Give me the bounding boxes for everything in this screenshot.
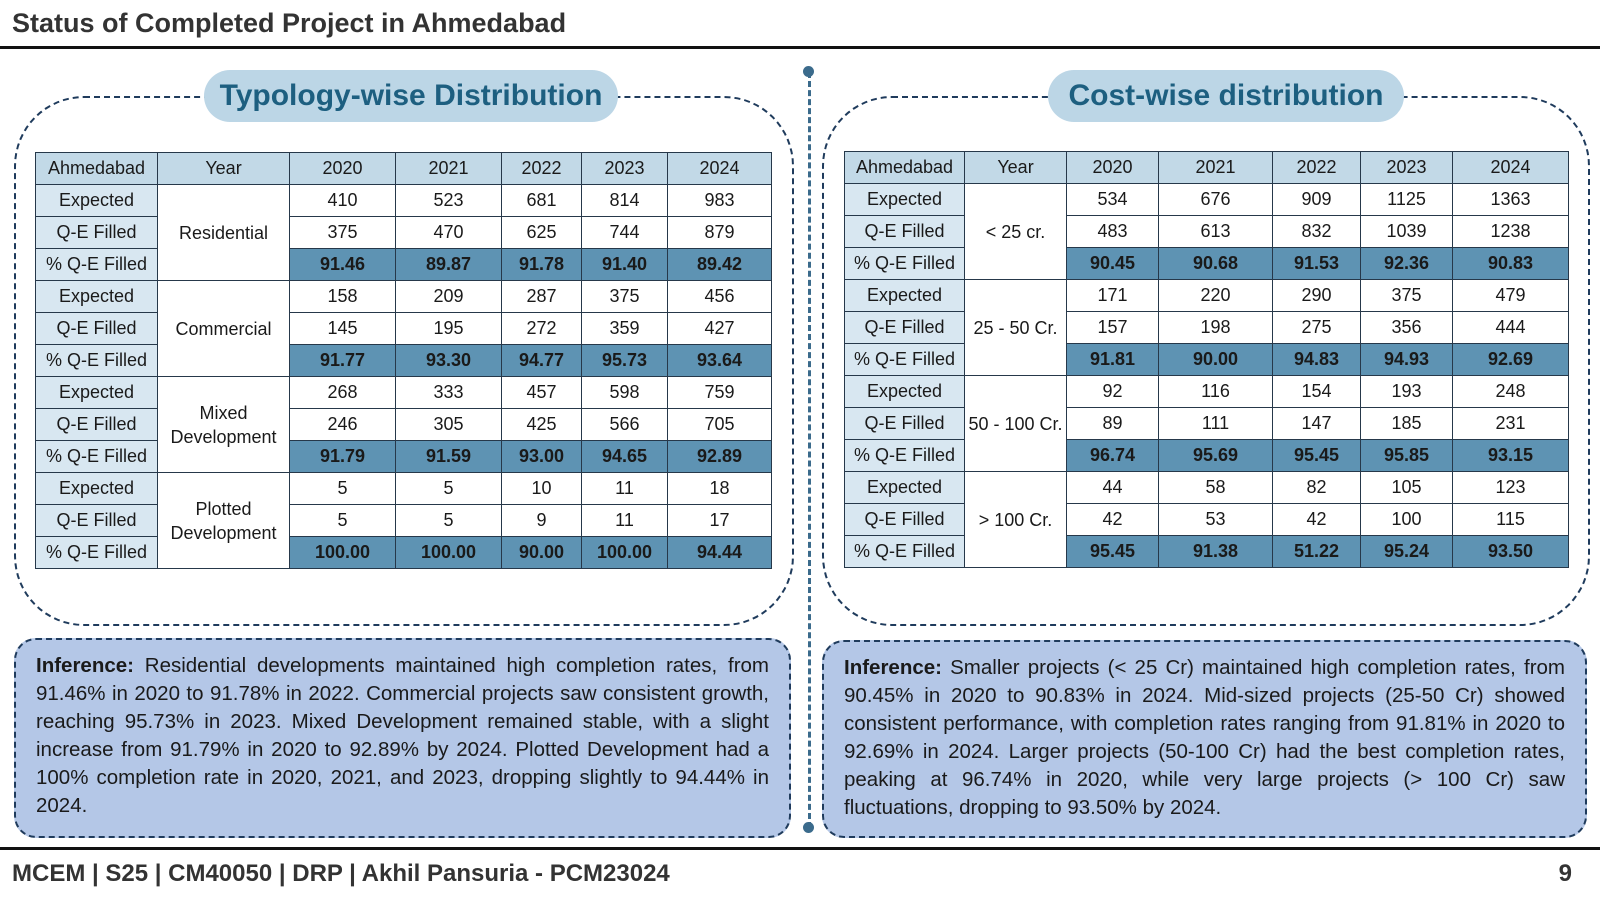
value-cell: 566: [582, 409, 668, 441]
row-label-cell: % Q-E Filled: [845, 536, 965, 568]
value-cell: 1039: [1361, 216, 1453, 248]
percent-cell: 92.89: [668, 441, 772, 473]
percent-cell: 93.50: [1453, 536, 1569, 568]
value-cell: 248: [1453, 376, 1569, 408]
header-year-2020: 2020: [1067, 152, 1159, 184]
value-cell: 220: [1159, 280, 1273, 312]
table-row: [845, 376, 1569, 408]
percent-cell: 94.93: [1361, 344, 1453, 376]
percent-cell: 95.45: [1067, 536, 1159, 568]
row-label-cell: Expected: [36, 473, 158, 505]
percent-cell: 93.64: [668, 345, 772, 377]
row-label-cell: Q-E Filled: [845, 216, 965, 248]
table-row: [845, 472, 1569, 504]
header-year-cell: Year: [965, 152, 1067, 184]
percent-cell: 91.38: [1159, 536, 1273, 568]
table-row: [36, 409, 772, 441]
value-cell: 157: [1067, 312, 1159, 344]
center-divider: [808, 72, 811, 828]
table-row: [845, 280, 1569, 312]
value-cell: 534: [1067, 184, 1159, 216]
value-cell: 116: [1159, 376, 1273, 408]
value-cell: 17: [668, 505, 772, 537]
percent-cell: 94.65: [582, 441, 668, 473]
header-row: [36, 153, 772, 185]
value-cell: 427: [668, 313, 772, 345]
row-label-cell: Expected: [36, 377, 158, 409]
value-cell: 154: [1273, 376, 1361, 408]
row-label-cell: Q-E Filled: [36, 313, 158, 345]
row-label-cell: Q-E Filled: [845, 504, 965, 536]
page-number: 9: [1558, 860, 1572, 887]
typology-heading: Typology-wise Distribution: [204, 70, 618, 122]
typology-inference-text: Residential developments maintained high completion rates, from 91.46% in 2020 to 91.78% in 2022. Commercial projects saw consistent growth, reaching 95.73% in 2023. Mixed Development remained stable, with a slight increase from 91.79% in 2020 to 92.89% by 2024. Plotted Development had a 100% completion rate in 2020, 2021, and 2023, dropping slightly to 94.44% in 2024.: [36, 654, 769, 817]
value-cell: 10: [502, 473, 582, 505]
value-cell: 832: [1273, 216, 1361, 248]
value-cell: 410: [290, 185, 396, 217]
value-cell: 195: [396, 313, 502, 345]
value-cell: 171: [1067, 280, 1159, 312]
value-cell: 268: [290, 377, 396, 409]
table-row: [36, 345, 772, 377]
row-label-cell: % Q-E Filled: [36, 441, 158, 473]
table-row: [845, 216, 1569, 248]
header-year-2024: 2024: [1453, 152, 1569, 184]
table-row: [845, 344, 1569, 376]
row-label-cell: Expected: [845, 472, 965, 504]
value-cell: 11: [582, 473, 668, 505]
percent-cell: 91.81: [1067, 344, 1159, 376]
table-row: [36, 249, 772, 281]
divider-dot-top: [803, 66, 814, 77]
value-cell: 246: [290, 409, 396, 441]
table-row: [36, 505, 772, 537]
value-cell: 115: [1453, 504, 1569, 536]
row-label-cell: % Q-E Filled: [36, 249, 158, 281]
row-label-cell: Q-E Filled: [845, 312, 965, 344]
value-cell: 198: [1159, 312, 1273, 344]
table-row: [36, 537, 772, 569]
typology-inference: [14, 638, 791, 838]
percent-cell: 93.00: [502, 441, 582, 473]
row-label-cell: Expected: [845, 184, 965, 216]
value-cell: 1238: [1453, 216, 1569, 248]
percent-cell: 92.36: [1361, 248, 1453, 280]
value-cell: 375: [1361, 280, 1453, 312]
header-city-cell: Ahmedabad: [36, 153, 158, 185]
percent-cell: 100.00: [290, 537, 396, 569]
typology-inference-label: Inference:: [36, 654, 134, 677]
value-cell: 814: [582, 185, 668, 217]
value-cell: 11: [582, 505, 668, 537]
value-cell: 375: [290, 217, 396, 249]
row-label-cell: % Q-E Filled: [36, 345, 158, 377]
percent-cell: 93.30: [396, 345, 502, 377]
header-row: [845, 152, 1569, 184]
value-cell: 1125: [1361, 184, 1453, 216]
value-cell: 275: [1273, 312, 1361, 344]
percent-cell: 92.69: [1453, 344, 1569, 376]
value-cell: 470: [396, 217, 502, 249]
value-cell: 598: [582, 377, 668, 409]
percent-cell: 95.24: [1361, 536, 1453, 568]
percent-cell: 91.46: [290, 249, 396, 281]
category-cell: Commercial: [158, 281, 290, 377]
value-cell: 744: [582, 217, 668, 249]
row-label-cell: Q-E Filled: [36, 217, 158, 249]
value-cell: 193: [1361, 376, 1453, 408]
percent-cell: 90.68: [1159, 248, 1273, 280]
value-cell: 111: [1159, 408, 1273, 440]
percent-cell: 94.44: [668, 537, 772, 569]
value-cell: 359: [582, 313, 668, 345]
value-cell: 705: [668, 409, 772, 441]
header-year-2024: 2024: [668, 153, 772, 185]
percent-cell: 90.83: [1453, 248, 1569, 280]
value-cell: 613: [1159, 216, 1273, 248]
row-label-cell: Expected: [36, 281, 158, 313]
value-cell: 523: [396, 185, 502, 217]
row-label-cell: % Q-E Filled: [36, 537, 158, 569]
value-cell: 5: [396, 473, 502, 505]
header-year-2022: 2022: [1273, 152, 1361, 184]
category-cell: Residential: [158, 185, 290, 281]
header-year-2021: 2021: [1159, 152, 1273, 184]
table-row: [845, 536, 1569, 568]
value-cell: 375: [582, 281, 668, 313]
row-label-cell: Expected: [36, 185, 158, 217]
percent-cell: 91.40: [582, 249, 668, 281]
value-cell: 147: [1273, 408, 1361, 440]
table-row: [845, 248, 1569, 280]
value-cell: 9: [502, 505, 582, 537]
header-year-2022: 2022: [502, 153, 582, 185]
value-cell: 444: [1453, 312, 1569, 344]
value-cell: 44: [1067, 472, 1159, 504]
row-label-cell: Q-E Filled: [845, 408, 965, 440]
value-cell: 356: [1361, 312, 1453, 344]
percent-cell: 95.73: [582, 345, 668, 377]
percent-cell: 91.78: [502, 249, 582, 281]
value-cell: 479: [1453, 280, 1569, 312]
value-cell: 82: [1273, 472, 1361, 504]
percent-cell: 100.00: [582, 537, 668, 569]
footer-rule: [0, 847, 1600, 850]
percent-cell: 90.00: [502, 537, 582, 569]
row-label-cell: % Q-E Filled: [845, 344, 965, 376]
value-cell: 305: [396, 409, 502, 441]
value-cell: 287: [502, 281, 582, 313]
value-cell: 209: [396, 281, 502, 313]
value-cell: 158: [290, 281, 396, 313]
percent-cell: 51.22: [1273, 536, 1361, 568]
table-row: [36, 441, 772, 473]
value-cell: 231: [1453, 408, 1569, 440]
value-cell: 42: [1273, 504, 1361, 536]
category-cell: < 25 cr.: [965, 184, 1067, 280]
header-year-2023: 2023: [1361, 152, 1453, 184]
category-cell: 50 - 100 Cr.: [965, 376, 1067, 472]
value-cell: 1363: [1453, 184, 1569, 216]
cost-table: [844, 151, 1569, 568]
value-cell: 272: [502, 313, 582, 345]
table-row: [845, 504, 1569, 536]
value-cell: 333: [396, 377, 502, 409]
table-row: [845, 440, 1569, 472]
value-cell: 58: [1159, 472, 1273, 504]
value-cell: 879: [668, 217, 772, 249]
percent-cell: 96.74: [1067, 440, 1159, 472]
row-label-cell: Q-E Filled: [36, 409, 158, 441]
percent-cell: 100.00: [396, 537, 502, 569]
percent-cell: 95.45: [1273, 440, 1361, 472]
value-cell: 676: [1159, 184, 1273, 216]
category-cell: Mixed Development: [158, 377, 290, 473]
table-row: [36, 217, 772, 249]
header-city-cell: Ahmedabad: [845, 152, 965, 184]
cost-inference-text: Smaller projects (< 25 Cr) maintained high completion rates, from 90.45% in 2020 to 90.83% in 2024. Mid-sized projects (25-50 Cr) showed consistent performance, with completion rates ranging from 91.81% in 2020 to 92.69% in 2024. Larger projects (50-100 Cr) had the best completion rates, peaking at 96.74% in 2020, while very large projects (> 100 Cr) saw fluctuations, dropping to 93.50% by 2024.: [844, 656, 1565, 819]
value-cell: 5: [290, 473, 396, 505]
value-cell: 5: [290, 505, 396, 537]
value-cell: 100: [1361, 504, 1453, 536]
category-cell: > 100 Cr.: [965, 472, 1067, 568]
percent-cell: 89.87: [396, 249, 502, 281]
cost-heading: Cost-wise distribution: [1048, 70, 1404, 122]
value-cell: 456: [668, 281, 772, 313]
table-row: [36, 281, 772, 313]
value-cell: 5: [396, 505, 502, 537]
value-cell: 42: [1067, 504, 1159, 536]
percent-cell: 90.45: [1067, 248, 1159, 280]
value-cell: 123: [1453, 472, 1569, 504]
percent-cell: 90.00: [1159, 344, 1273, 376]
value-cell: 909: [1273, 184, 1361, 216]
value-cell: 53: [1159, 504, 1273, 536]
value-cell: 89: [1067, 408, 1159, 440]
percent-cell: 89.42: [668, 249, 772, 281]
row-label-cell: Expected: [845, 376, 965, 408]
cost-inference-label: Inference:: [844, 656, 942, 679]
value-cell: 625: [502, 217, 582, 249]
typology-table: [35, 152, 772, 569]
table-row: [36, 473, 772, 505]
value-cell: 457: [502, 377, 582, 409]
percent-cell: 91.77: [290, 345, 396, 377]
value-cell: 681: [502, 185, 582, 217]
value-cell: 759: [668, 377, 772, 409]
row-label-cell: Q-E Filled: [36, 505, 158, 537]
divider-dot-bottom: [803, 822, 814, 833]
percent-cell: 94.83: [1273, 344, 1361, 376]
table-row: [845, 312, 1569, 344]
value-cell: 983: [668, 185, 772, 217]
value-cell: 92: [1067, 376, 1159, 408]
cost-inference: [822, 640, 1587, 838]
table-row: [36, 377, 772, 409]
row-label-cell: Expected: [845, 280, 965, 312]
header-year-2021: 2021: [396, 153, 502, 185]
value-cell: 185: [1361, 408, 1453, 440]
value-cell: 105: [1361, 472, 1453, 504]
table-row: [36, 185, 772, 217]
table-row: [845, 184, 1569, 216]
category-cell: Plotted Development: [158, 473, 290, 569]
table-row: [845, 408, 1569, 440]
percent-cell: 94.77: [502, 345, 582, 377]
percent-cell: 91.53: [1273, 248, 1361, 280]
footer-text: MCEM | S25 | CM40050 | DRP | Akhil Pansuria - PCM23024: [12, 860, 670, 887]
header-year-2023: 2023: [582, 153, 668, 185]
header-rule: [0, 46, 1600, 49]
value-cell: 483: [1067, 216, 1159, 248]
header-year-cell: Year: [158, 153, 290, 185]
value-cell: 18: [668, 473, 772, 505]
table-row: [36, 313, 772, 345]
value-cell: 425: [502, 409, 582, 441]
percent-cell: 95.69: [1159, 440, 1273, 472]
value-cell: 290: [1273, 280, 1361, 312]
percent-cell: 93.15: [1453, 440, 1569, 472]
header-year-2020: 2020: [290, 153, 396, 185]
percent-cell: 91.79: [290, 441, 396, 473]
value-cell: 145: [290, 313, 396, 345]
row-label-cell: % Q-E Filled: [845, 440, 965, 472]
row-label-cell: % Q-E Filled: [845, 248, 965, 280]
percent-cell: 95.85: [1361, 440, 1453, 472]
page-title: Status of Completed Project in Ahmedabad: [12, 8, 567, 38]
category-cell: 25 - 50 Cr.: [965, 280, 1067, 376]
percent-cell: 91.59: [396, 441, 502, 473]
